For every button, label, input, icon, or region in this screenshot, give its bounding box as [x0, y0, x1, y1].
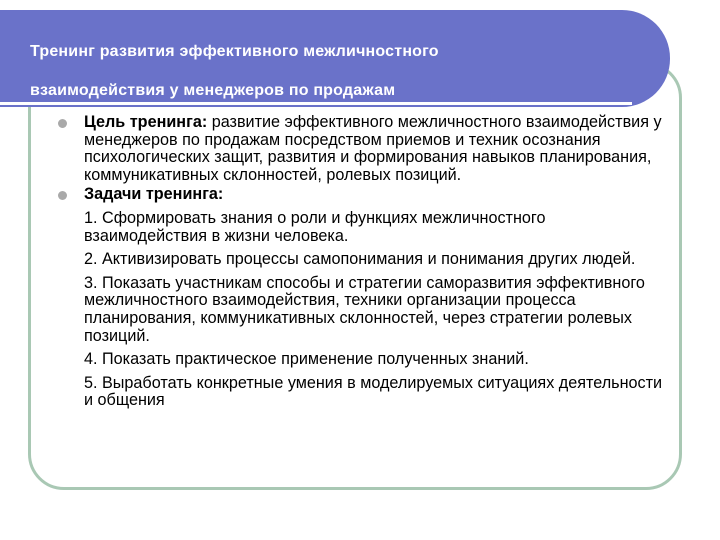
slide-body — [58, 114, 668, 410]
title-banner — [0, 10, 670, 107]
bullet-dot-icon — [58, 119, 67, 128]
title-line-1: Тренинг развития эффективного межличностного — [30, 43, 439, 60]
task-item-3: 3. Показать участникам способы и стратегии саморазвития эффективного межличностного взаимодействия, техники организации процесса планирования, коммуникативных склонностей, через стратегии ролевых позиций. — [84, 273, 645, 345]
bullet-dot-icon — [58, 191, 67, 200]
goal-bullet — [58, 114, 668, 184]
tasks-bullet — [58, 186, 668, 204]
task-item-2: 2. Активизировать процессы самопонимания и понимания других людей. — [84, 250, 636, 269]
task-item-1: 1. Сформировать знания о роли и функциях межличностного взаимодействия в жизни человека. — [84, 208, 546, 245]
task-item-5: 5. Выработать конкретные умения в моделируемых ситуациях деятельности и общения — [84, 373, 663, 410]
goal-text: развитие эффективного межличностного взаимодействия у менеджеров по продажам посредством приемов и техник осознания психологических защит, развития и формирования навыков планирования, коммуникативных склонностей, ролевых позиций. — [84, 113, 662, 184]
goal-label: Цель тренинга: — [84, 113, 208, 131]
title-line-2: взаимодействия у менеджеров по продажам — [30, 82, 396, 99]
tasks-label: Задачи тренинга: — [84, 185, 224, 204]
title-underline — [0, 102, 632, 105]
slide-title — [30, 32, 630, 110]
task-item-4: 4. Показать практическое применение полученных знаний. — [84, 350, 529, 369]
